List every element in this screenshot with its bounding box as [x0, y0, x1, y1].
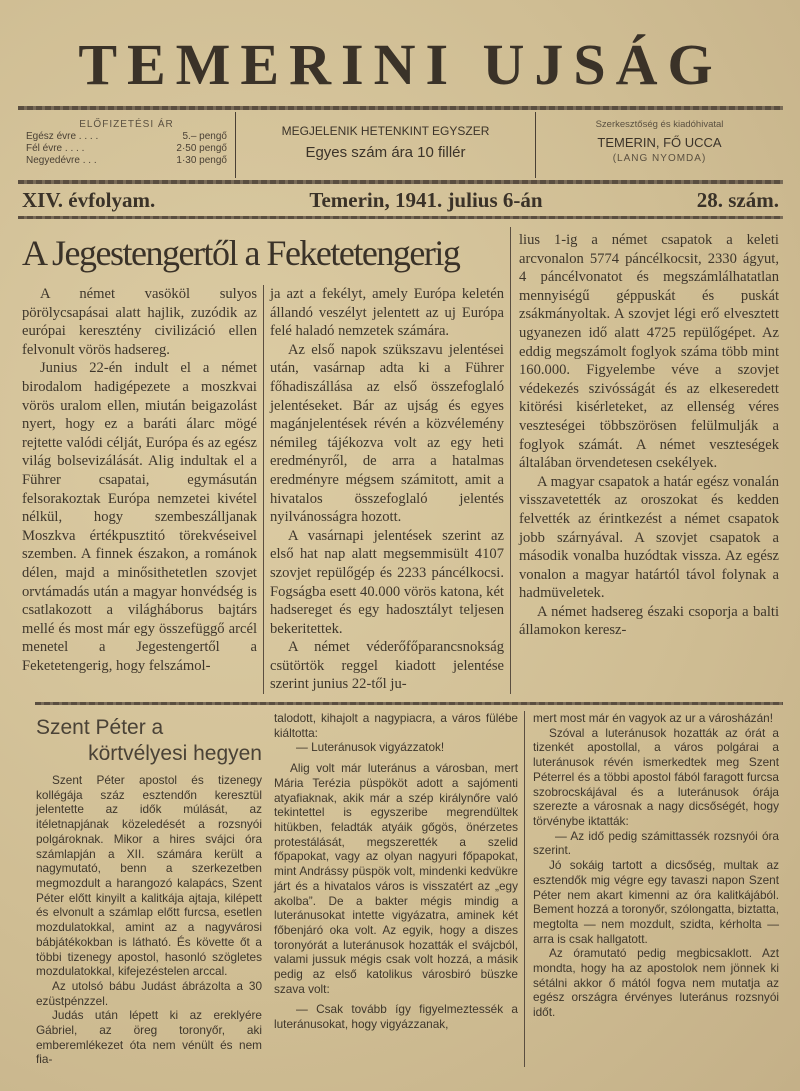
- volume: XIV. évfolyam.: [22, 188, 156, 212]
- subscription-box: [18, 112, 236, 178]
- price-row: [26, 155, 227, 167]
- main-article-col3: [510, 227, 783, 694]
- paragraph: A német vasököl sulyos pörölycsapásai alatt hajlik, zuzódik az európai keresztény civilizáció ellen felvonult vörös hadsereg.: [22, 286, 257, 358]
- headline-line: Szent Péter a: [36, 716, 164, 740]
- paragraph: Alig volt már luteránus a városban, mert Mária Terézia püspököt adott a sajómenti atyafiaknak, akik már a szép királynőre való tekintettel is egyszeribe megrendültek hitükben, feladták atyáik gőgös, önérzetes protestálását, megszerették a szelid főpapokat, vagy az olyan nagyuri főpapokat, mint Andrássy püspök volt, mindenki kedvükre járt és a hivatalos város is visszatért az „egy akolba”. De a bakter mégis mindig a luteránusokat intette vigyázatra, aminek két főbenjáró oka volt. Az egyik, hogy a diszes toronyórát a luteránusok hozatták el svájcból, valami jussuk mégis csak volt hozzá, a másik pedig az első katolikus városbiró büszke szava volt:: [274, 761, 518, 996]
- second-article-col3: [524, 711, 783, 1067]
- paragraph: Az utolsó bábu Judást ábrázolta a 30 ezüstpénzzel.: [36, 978, 262, 1008]
- date: Temerin, 1941. julius 6-án: [309, 188, 543, 212]
- paragraph: mert most már én vagyok az ur a városházán!: [533, 711, 773, 726]
- price-label: Negyedévre . . .: [26, 155, 97, 166]
- second-article-col2: [268, 711, 524, 1067]
- paragraph: lius 1-ig a német csapatok a keleti arcvonalon 5774 páncélkocsit, 2330 ágyut, 4 páncélvonatot és megszámlálhatatlan mennyiségű géppuskát és puskát zsákmányoltak. A szovjet légi erő elvesztett ugyanezen idő alatt 4725 repülőgépet. Az eddig megszámolt foglyok száma több mint 160.000. Figyelembe véve a szovjet védekezés szivósságát és az elkeseredett kitörési kisérleteket, az ellenség véres veszteségei többszörösen felülmulják a foglyok számát. A német veszteségek általában örvendetesen csekélyek.: [519, 232, 779, 472]
- paragraph: — Luteránusok vigyázzatok!: [296, 740, 445, 755]
- price-row: [26, 131, 227, 143]
- printer: (LANG NYOMDA): [612, 153, 707, 164]
- second-headline: [36, 715, 262, 767]
- main-headline: A Jegestengertől a Feketetengerig: [22, 233, 460, 273]
- office-heading: Szerkesztőség és kiadóhivatal: [595, 119, 724, 130]
- paragraph: Jó sokáig tartott a dicsőség, multak az esztendők mig végre egy tavaszi napon Szent Péter nem akart kimenni az óra kalitkájából. Bement hozzá a toronyőr, szólongatta, biztatta, megtolta — nem mozdult, szidta, kérholta — arra is csak hallgatott.: [533, 858, 779, 946]
- paragraph: A német hadsereg északi csoporja a balti államokon keresz-: [519, 603, 779, 639]
- paragraph: — Csak tovább így figyelmeztessék a luteránusokat, hogy vigyázzanak,: [274, 1002, 518, 1032]
- second-article: [18, 711, 783, 1067]
- price-label: Egész évre . . . .: [26, 131, 99, 142]
- price-value: 2·50 pengő: [176, 143, 227, 154]
- dateline: [18, 184, 783, 216]
- main-article: [18, 227, 783, 694]
- divider: [35, 702, 783, 705]
- paragraph: — Az idő pedig számittassék rozsnyói óra szerint.: [533, 828, 779, 858]
- paragraph: Szóval a luteránusok hozatták az órát a tizenkét apostollal, a város polgárai a luteránusok révén ismerkedtek meg Szent Péterrel és a többi apostol fából faragott furcsa szobrocskájával és a luteránusok órája szerezte a városnak a nagy dicsőségét, hogy törvénybe iktatták:: [533, 725, 779, 828]
- divider: [18, 216, 783, 219]
- paragraph: ja azt a fekélyt, amely Európa keletén állandó veszélyt jelentett az uj Európa felé haladó nemzetek számára.: [270, 286, 504, 340]
- paragraph: A német véderőfőparancsnokság csütörtök reggel kiadott jelentése szerint junius 22-től ju-: [270, 639, 504, 693]
- price-row: [26, 143, 227, 155]
- header-info-box: [18, 112, 783, 178]
- paragraph: Judás után lépett ki az ereklyére Gábriel, az öreg toronyőr, aki emberemlékezet óta nem vénült és nem fia-: [36, 1008, 262, 1067]
- main-article-col1: [18, 285, 264, 694]
- price-value: 1·30 pengő: [176, 155, 227, 166]
- publication-box: [236, 112, 536, 178]
- paragraph: talodott, kihajolt a nagypiacra, a város fülébe kiáltotta:: [274, 711, 518, 740]
- divider: [18, 106, 783, 110]
- paragraph: Az első napok szükszavu jelentései után, vasárnap adta ki a Führer főhadiszállása az első összefoglaló jelentéseket. Bár az ujság és egyes magánjelentések révén a közvélemény némileg tájékozva volt az egy heti eredményről, de arra a hatalmas eredményre mégsem számitott, amit a hivatalos összefoglaló jelentés nyilvánosságra hozott.: [270, 341, 504, 526]
- paragraph: Szent Péter apostol és tizenegy kollégája száz esztendőn keresztül jelentette az idők múlását, az itéletnapjának közeledését a rozsnyói polgároknak. Mikor a hires svájci óra számlapján a XII. számára került a nagymutató, benn a szerkezetben megmozdult a harangozó kalapács, Szent Péter előtt kinyilt a kalitkája ajtaja, kilépett és elvonult a számlap előtt furcsa, esetlen mozdulatokkal, amint az a nagyvárosi bábjátékokban is látható. És követte őt a többi tizenegy apostol, hasonló szögletes mozdulatokkal, kifejezéstelen arccal.: [36, 773, 262, 979]
- frequency: MEGJELENIK HETENKINT EGYSZER: [281, 124, 490, 138]
- price-value: 5.– pengő: [182, 131, 227, 142]
- paragraph: Junius 22-én indult el a német birodalom hadigépezete a moszkvai vörös uralom ellen, miután beigazolást nyert, hogy ez a baráti álarc mögé rejtette valódi célját, Európa és az egész világ bolsevizálását. Alig indultak el a Führer csapatai, egymásután felsorakoztak Európa nemzetei kivétel nélkül, hogy szembeszálljanak Moszkva értékpusztitó törekvéseivel szemben. A finnek északon, a románok délen, majd a minősithetetlen szovjet orvtámadás után a magyar honvédség is csatlakozott a világháborus bajtárs mellé és most már egy összefüggő arcél menetel a Jegestengertől a Feketetengerig, hogy felszámol-: [22, 360, 257, 674]
- subscription-heading: ELŐFIZETÉSI ÁR: [79, 119, 174, 130]
- price-label: Fél évre . . . .: [26, 143, 85, 154]
- second-article-col1: [18, 711, 268, 1067]
- headline-line: körtvélyesi hegyen: [88, 742, 262, 766]
- issue-number: 28. szám.: [696, 188, 779, 212]
- paragraph: Az óramutató pedig megbicsaklott. Azt mondta, hogy ha az apostolok nem jönnek ki sétálni akkor ő mától fogva nem mutatja az egész országra érvényes luteránus rozsnyói időt.: [533, 946, 779, 1020]
- paragraph: A magyar csapatok a határ egész vonalán visszavetették az oroszokat és kedden felvették az érintkezést a német csapatok jobb szárnyával. A szovjet csapatok a második vonalba huzódtak vissza. Az egész vonalon a magyar határtól távol folynak a hadmüveletek.: [519, 473, 779, 602]
- newspaper-masthead: TEMERINI UJSÁG: [78, 32, 723, 97]
- office-address: TEMERIN, FŐ UCCA: [597, 135, 722, 150]
- office-box: [536, 112, 783, 178]
- main-article-col2: [264, 285, 510, 694]
- paragraph: A vasárnapi jelentések szerint az első hat nap alatt megsemmisült 4107 szovjet repülőgép és 2233 páncélkocsi. Fogságba esett 40.000 vörös katona, két hadsereget és egy hadosztályt teljesen bekeritettek.: [270, 527, 504, 637]
- issue-price: Egyes szám ára 10 fillér: [305, 144, 466, 161]
